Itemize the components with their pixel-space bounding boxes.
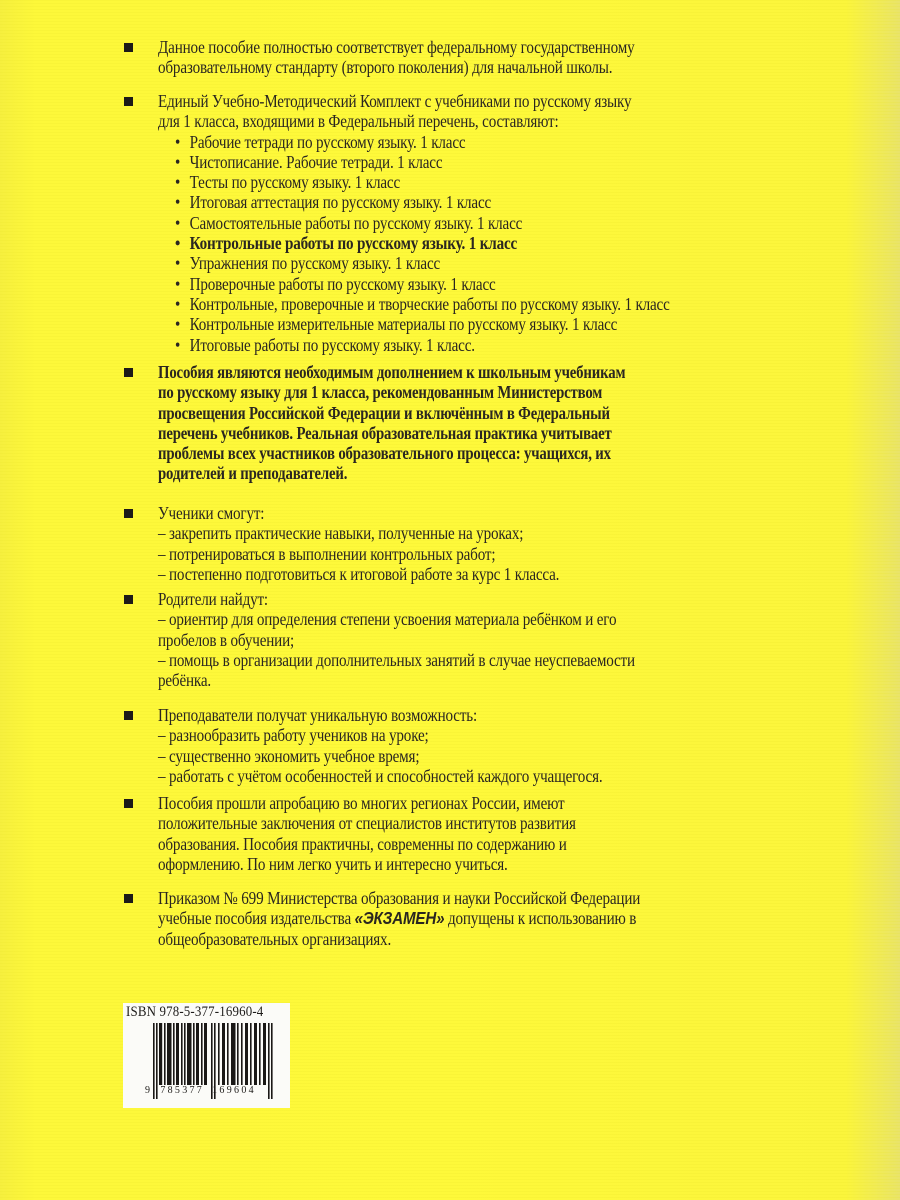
list-item: • Итоговая аттестация по русскому языку. 1 класс bbox=[175, 192, 670, 212]
text-line: просвещения Российской Федерации и включённым в Федеральный bbox=[158, 402, 610, 423]
text-line: – закрепить практические навыки, полученные на уроках; bbox=[158, 523, 524, 544]
list-item: • Самостоятельные работы по русскому языку. 1 класс bbox=[175, 213, 670, 233]
text-line: – ориентир для определения степени усвоения материала ребёнком и его bbox=[158, 609, 617, 630]
text-segment: учебные пособия издательства bbox=[158, 908, 355, 929]
list-item: • Чистописание. Рабочие тетради. 1 класс bbox=[175, 152, 670, 172]
text-line: Приказом № 699 Министерства образования и науки Российской Федерации bbox=[158, 888, 641, 908]
text-line: – постепенно подготовиться к итоговой работе за курс 1 класса. bbox=[158, 563, 560, 584]
list-item: • Рабочие тетради по русскому языку. 1 класс bbox=[175, 132, 670, 152]
text-line: – существенно экономить учебное время; bbox=[158, 745, 420, 766]
text-line bbox=[158, 908, 640, 928]
text-line: перечень учебников. Реальная образовательная практика учитывает bbox=[158, 422, 612, 443]
text-line: положительные заключения от специалистов институтов развития bbox=[158, 813, 576, 834]
text-line: пробелов в обучении; bbox=[158, 629, 295, 650]
square-bullet-icon bbox=[124, 894, 133, 903]
square-bullet-icon bbox=[124, 595, 133, 604]
list-item: • Упражнения по русскому языку. 1 класс bbox=[175, 253, 670, 273]
list-item: • Тесты по русскому языку. 1 класс bbox=[175, 172, 670, 192]
list-item: • Итоговые работы по русскому языку. 1 класс. bbox=[175, 335, 670, 355]
text-line: – разнообразить работу учеников на уроке; bbox=[158, 725, 429, 746]
text-line: Единый Учебно-Методический Комплект с учебниками по русскому языку bbox=[158, 91, 632, 111]
barcode-digit-first: 9 bbox=[145, 1085, 153, 1096]
text-line: Пособия являются необходимым дополнением к школьным учебникам bbox=[158, 362, 626, 382]
text-line: образования. Пособия практичны, современны по содержанию и bbox=[158, 833, 567, 854]
text-line: Данное пособие полностью соответствует федеральному государственному bbox=[158, 37, 635, 57]
list-item: • Проверочные работы по русскому языку. 1 класс bbox=[175, 274, 670, 294]
text-line: образовательному стандарту (второго поколения) для начальной школы. bbox=[158, 57, 613, 78]
text-line: ребёнка. bbox=[158, 670, 212, 691]
text-line: – помощь в организации дополнительных занятий в случае неуспеваемости bbox=[158, 649, 635, 670]
square-bullet-icon bbox=[124, 368, 133, 377]
barcode-digits-group1: 785377 bbox=[160, 1085, 205, 1096]
square-bullet-icon bbox=[124, 97, 133, 106]
text-line: проблемы всех участников образовательного процесса: учащихся, их bbox=[158, 443, 611, 464]
square-bullet-icon bbox=[124, 43, 133, 52]
publisher-brand: «ЭКЗАМЕН» bbox=[354, 908, 445, 929]
barcode-digits bbox=[145, 1085, 256, 1096]
barcode-digits-group2: 169604 bbox=[212, 1085, 256, 1096]
list-item: • Контрольные измерительные материалы по русскому языку. 1 класс bbox=[175, 314, 670, 334]
text-line: – потренироваться в выполнении контрольных работ; bbox=[158, 543, 496, 564]
square-bullet-icon bbox=[124, 509, 133, 518]
list-item-highlighted: • Контрольные работы по русскому языку. 1 класс bbox=[175, 233, 670, 253]
isbn-barcode bbox=[123, 1003, 290, 1108]
square-bullet-icon bbox=[124, 711, 133, 720]
square-bullet-icon bbox=[124, 799, 133, 808]
text-line: – работать с учётом особенностей и способностей каждого учащегося. bbox=[158, 765, 603, 786]
text-line: по русскому языку для 1 класса, рекомендованным Министерством bbox=[158, 382, 603, 403]
text-line: Ученики смогут: bbox=[158, 503, 265, 523]
list-item: • Контрольные, проверочные и творческие работы по русскому языку. 1 класс bbox=[175, 294, 670, 314]
text-line: родителей и преподавателей. bbox=[158, 463, 348, 484]
text-line: оформлению. По ним легко учить и интересно учиться. bbox=[158, 853, 508, 874]
umk-list bbox=[175, 132, 750, 355]
text-line: общеобразовательных организациях. bbox=[158, 928, 392, 949]
text-segment: допущены к использованию в bbox=[444, 908, 637, 929]
isbn-label: ISBN 978-5-377-16960-4 bbox=[126, 1004, 264, 1020]
text-line: для 1 класса, входящими в Федеральный перечень, составляют: bbox=[158, 111, 559, 132]
text-line: Пособия прошли апробацию во многих регионах России, имеют bbox=[158, 793, 565, 813]
text-line: Преподаватели получат уникальную возможность: bbox=[158, 705, 478, 725]
text-line: Родители найдут: bbox=[158, 589, 268, 609]
